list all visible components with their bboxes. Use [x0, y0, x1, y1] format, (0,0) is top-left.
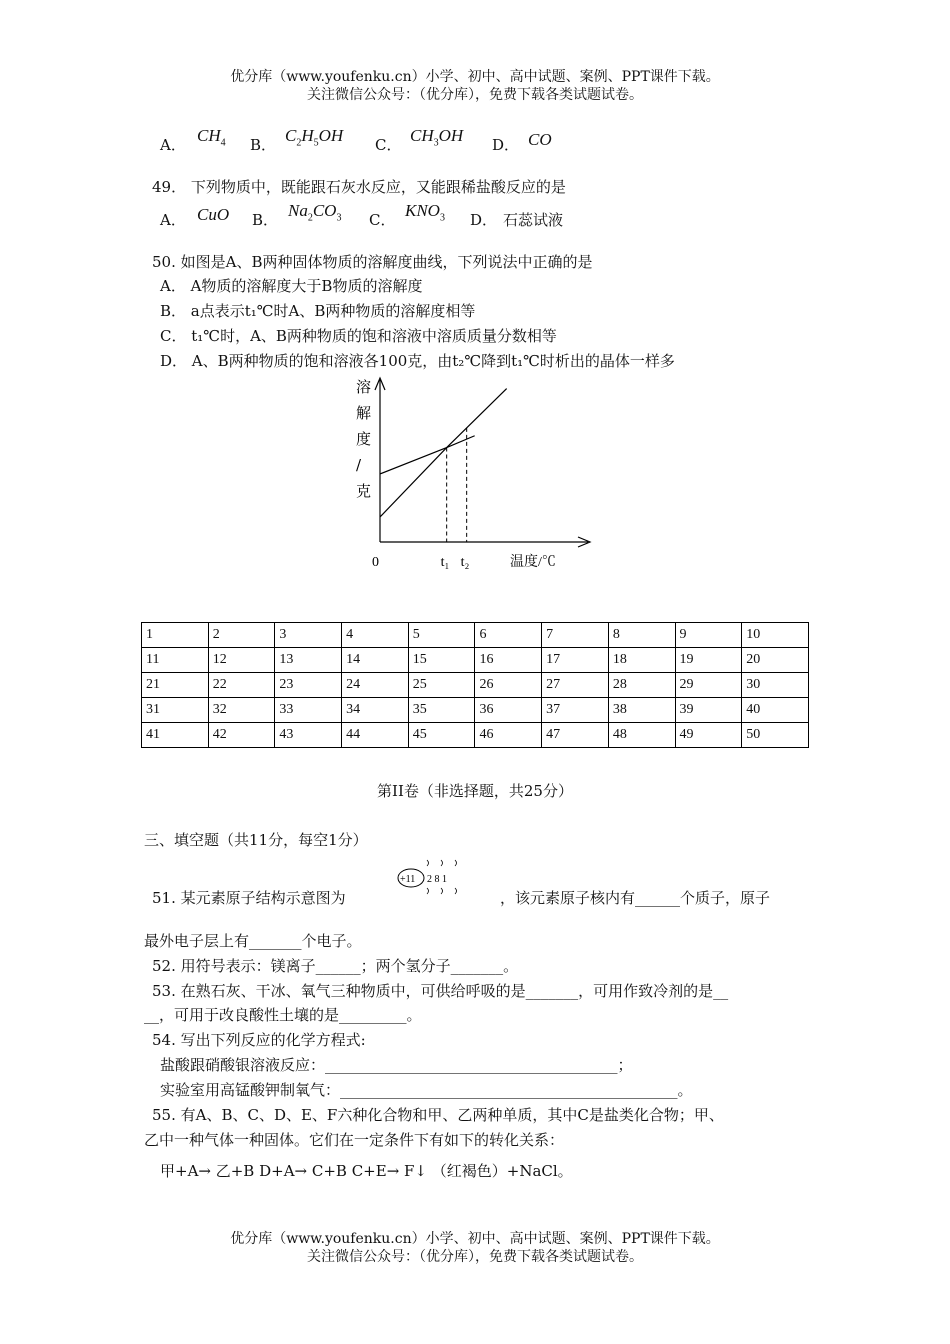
page-footer-line2: 关注微信公众号：（优分库），免费下载各类试题试卷。 [307, 1249, 643, 1265]
q55-line3: 甲+A→ 乙+B D+A→ C+B C+E→ F↓ （红褐色）+NaCl。 [160, 1162, 573, 1180]
chart-series-line-a [380, 389, 507, 517]
answer-grid-cell: 18 [608, 648, 675, 673]
answer-grid-cell: 24 [342, 673, 409, 698]
chart-y-label-char: 克 [356, 482, 372, 500]
answer-grid-cell: 42 [208, 723, 275, 748]
q50-option-c: C． t₁℃时，A、B两种物质的饱和溶液中溶质质量分数相等 [160, 327, 557, 345]
atom-structure-graphic [397, 855, 467, 897]
q50-stem: 50. 如图是A、B两种固体物质的溶解度曲线，下列说法中正确的是 [152, 253, 593, 271]
answer-grid-cell: 22 [208, 673, 275, 698]
section-3-title: 三、填空题（共11分，每空1分） [144, 831, 368, 849]
q51-part1: 51. 某元素原子结构示意图为 [152, 889, 346, 907]
answer-grid-cell: 37 [542, 698, 609, 723]
chart-y-label-char: / [356, 456, 362, 474]
q48-option-c-formula: $CH_3OH$ [410, 126, 464, 149]
chart-y-label-char: 溶 [356, 378, 372, 396]
answer-grid-cell: 47 [542, 723, 609, 748]
q49-option-a-label: A． [160, 211, 186, 229]
answer-grid-cell: 44 [342, 723, 409, 748]
q48-option-c-label: C． [375, 136, 402, 154]
answer-grid-cell: 34 [342, 698, 409, 723]
page-header-line1: 优分库（www.youfenku.cn）小学、初中、高中试题、案例、PPT课件下载。 [230, 69, 720, 85]
answer-grid-cell: 8 [608, 623, 675, 648]
answer-grid-row [142, 623, 809, 648]
q53-line1: 53. 在熟石灰、干冰、氧气三种物质中，可供给呼吸的是_______，可用作致冷剂的是__ [152, 982, 729, 1000]
q49-option-b-formula: $Na_2CO_3$ [288, 201, 342, 224]
answer-grid-cell: 23 [275, 673, 342, 698]
chart-y-label-char: 解 [356, 404, 372, 422]
q49-option-d-text: 石蕊试液 [503, 211, 564, 229]
answer-grid-cell: 13 [275, 648, 342, 673]
q50-option-a: A． A物质的溶解度大于B物质的溶解度 [160, 277, 423, 295]
answer-grid-cell: 14 [342, 648, 409, 673]
q49-option-a-formula: CuO [197, 205, 230, 224]
answer-grid-cell: 11 [142, 648, 209, 673]
q54-line2: 实验室用高锰酸钾制氧气：_____________________________________________。 [160, 1081, 693, 1099]
answer-grid-cell: 15 [408, 648, 475, 673]
page-header-line2: 关注微信公众号：（优分库），免费下载各类试题试卷。 [307, 87, 643, 103]
answer-grid-cell: 28 [608, 673, 675, 698]
answer-grid-cell: 48 [608, 723, 675, 748]
chart-x-label: 温度/℃ [510, 555, 556, 570]
q49-stem: 49． 下列物质中，既能跟石灰水反应，又能跟稀盐酸反应的是 [152, 178, 566, 196]
q55-line1: 55. 有A、B、C、D、E、F六种化合物和甲、乙两种单质，其中C是盐类化合物；甲、 [152, 1106, 724, 1124]
answer-grid-cell: 45 [408, 723, 475, 748]
answer-grid-cell: 9 [675, 623, 742, 648]
answer-grid-cell: 43 [275, 723, 342, 748]
chart-x-tick-label: t₁ [440, 555, 450, 570]
answer-grid-cell: 2 [208, 623, 275, 648]
answer-grid-cell: 25 [408, 673, 475, 698]
q49-option-c-formula: $KNO_3$ [405, 201, 445, 224]
answer-grid-cell: 40 [742, 698, 809, 723]
q55-line2: 乙中一种气体一种固体。它们在一定条件下有如下的转化关系： [144, 1131, 565, 1149]
answer-grid-cell: 36 [475, 698, 542, 723]
answer-grid-row [142, 698, 809, 723]
answer-grid-cell: 19 [675, 648, 742, 673]
answer-grid-cell: 21 [142, 673, 209, 698]
q51-line2: 最外电子层上有_______个电子。 [144, 932, 362, 950]
answer-grid-cell: 50 [742, 723, 809, 748]
answer-grid-cell: 27 [542, 673, 609, 698]
atom-shell-electrons: 2 8 1 [427, 874, 447, 885]
answer-grid-cell: 31 [142, 698, 209, 723]
chart-x-tick-label: t₂ [460, 555, 470, 570]
answer-grid-cell: 6 [475, 623, 542, 648]
q54-stem: 54. 写出下列反应的化学方程式: [152, 1031, 366, 1049]
answer-grid-cell: 35 [408, 698, 475, 723]
chart-y-label-char: 度 [356, 430, 372, 448]
answer-grid-cell: 12 [208, 648, 275, 673]
q49-option-b-label: B． [252, 211, 279, 229]
answer-grid-row [142, 673, 809, 698]
q53-line2: __，可用于改良酸性土壤的是_________。 [144, 1006, 422, 1024]
q48-option-b-formula: $C_2H_5OH$ [285, 126, 344, 149]
answer-grid-cell: 26 [475, 673, 542, 698]
atom-structure-diagram [397, 855, 467, 897]
answer-grid-cell: 16 [475, 648, 542, 673]
q49-option-c-label: C． [369, 211, 396, 229]
q54-line1: 盐酸跟硝酸银溶液反应：_______________________________________； [160, 1056, 633, 1074]
section-2-title: 第II卷（非选择题，共25分） [377, 782, 573, 800]
q51-part2: ，该元素原子核内有______个质子，原子 [500, 889, 771, 907]
answer-grid-cell: 3 [275, 623, 342, 648]
chart-origin-label: 0 [372, 555, 379, 570]
answer-grid-cell: 38 [608, 698, 675, 723]
answer-grid-row [142, 723, 809, 748]
chart-series [380, 389, 507, 517]
answer-grid-cell: 17 [542, 648, 609, 673]
answer-grid [141, 622, 809, 748]
q48-option-d-formula: CO [528, 130, 552, 149]
answer-grid-cell: 32 [208, 698, 275, 723]
answer-grid-cell: 20 [742, 648, 809, 673]
answer-grid-cell: 33 [275, 698, 342, 723]
answer-grid-cell: 46 [475, 723, 542, 748]
q52: 52. 用符号表示：镁离子______；两个氢分子_______。 [152, 957, 519, 975]
q48-option-b-label: B． [250, 136, 277, 154]
answer-grid-cell: 7 [542, 623, 609, 648]
answer-grid-cell: 49 [675, 723, 742, 748]
q48-option-d-label: D． [492, 136, 520, 154]
q48-option-a-formula: $CH_4$ [197, 126, 226, 149]
atom-nucleus-label: +11 [400, 874, 416, 885]
page-footer-line1: 优分库（www.youfenku.cn）小学、初中、高中试题、案例、PPT课件下载。 [230, 1231, 720, 1247]
answer-grid-cell: 5 [408, 623, 475, 648]
q50-option-b: B． a点表示t₁℃时A、B两种物质的溶解度相等 [160, 302, 476, 320]
answer-grid-cell: 41 [142, 723, 209, 748]
q48-option-a-label: A． [160, 136, 186, 154]
chart-y-label [356, 378, 371, 500]
answer-grid-cell: 30 [742, 673, 809, 698]
answer-grid-cell: 29 [675, 673, 742, 698]
answer-grid-cell: 1 [142, 623, 209, 648]
answer-grid-cell: 39 [675, 698, 742, 723]
answer-grid-row [142, 648, 809, 673]
solubility-chart [340, 370, 610, 585]
q50-option-d: D． A、B两种物质的饱和溶液各100克，由t₂℃降到t₁℃时析出的晶体一样多 [160, 352, 675, 370]
answer-grid-cell: 10 [742, 623, 809, 648]
answer-grid-cell: 4 [342, 623, 409, 648]
chart-x-ticks [441, 555, 470, 570]
q49-option-d-label: D． [470, 211, 498, 229]
